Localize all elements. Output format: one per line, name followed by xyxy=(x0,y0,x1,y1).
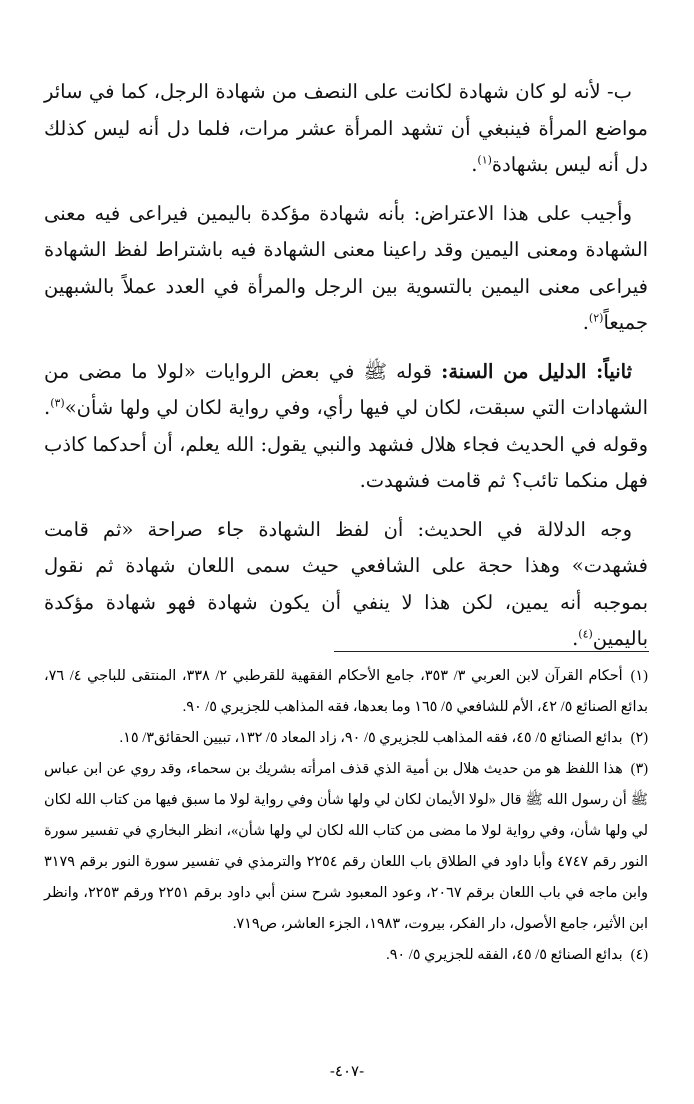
footnote-separator xyxy=(334,651,649,652)
footnote-text: بدائع الصنائع ٥/ ٤٥، الفقه للجزيري ٥/ ٩٠. xyxy=(386,947,623,963)
paragraph-3-continuation: وقوله في الحديث فجاء هلال فشهد والنبي يقول: الله يعلم، أن أحدكما كاذب فهل منكما تائب؟ ثم قامت فشهدت. xyxy=(44,432,648,492)
footnote-1 xyxy=(44,661,648,723)
footnote-number: (٢) xyxy=(630,730,648,746)
paragraph-4-end: . xyxy=(572,627,579,650)
footnote-3 xyxy=(44,754,648,940)
section-heading-sunnah: ثانياً: الدليل من السنة: xyxy=(441,359,633,383)
footnote-number: (٣) xyxy=(630,761,648,777)
paragraph-1-text: ب- لأنه لو كان شهادة لكانت على النصف من شهادة الرجل، كما في سائر مواضع المرأة فينبغي أن تشهد المرأة عشر مرات، فلما دل أنه ليس كذلك دل أنه ليس بشهادة xyxy=(44,80,648,176)
paragraph-1 xyxy=(44,74,648,184)
footnote-text: بدائع الصنائع ٥/ ٤٥، فقه المذاهب للجزيري ٥/ ٩٠، زاد المعاد ٥/ ١٣٢، تبيين الحقائق٣/ ١٥. xyxy=(119,730,623,746)
paragraph-3-text: قوله ﷺ في بعض الروايات «لولا ما مضى من الشهادات التي سبقت، لكان لي فيها رأي، وفي رواية لكان لي ولها شأن» xyxy=(44,359,648,419)
paragraph-4-text: وجه الدلالة في الحديث: أن لفظ الشهادة جاء صراحة «ثم قامت فشهدت» وهذا حجة على الشافعي حيث سمى اللعان شهادة ثم نقول بموجبه أنه يمين، لكن هذا لا ينفي أن يكون شهادة فهو شهادة مؤكدة باليمين xyxy=(44,517,648,650)
footnote-number: (٤) xyxy=(630,947,648,963)
page-number: -٤٠٧- xyxy=(329,1062,365,1080)
footnote-ref-1[interactable]: (١) xyxy=(477,153,492,167)
footnotes xyxy=(44,661,648,971)
paragraph-2-end: . xyxy=(582,311,589,334)
paragraph-3 xyxy=(44,354,648,500)
paragraph-1-end: . xyxy=(471,153,478,176)
footnote-ref-3[interactable]: (٣) xyxy=(50,396,65,410)
footnote-text: هذا اللفظ هو من حديث هلال بن أمية الذي قذف امرأته بشريك بن سحماء، وقد روي عن ابن عباس ﷺ أن رسول الله ﷺ قال «لولا الأيمان لكان لي ولها شأن وفي رواية لولا ما سبق فيها من كتاب الله لكان لي ولها شأن، وفي رواية لولا ما مضى من كتاب الله لكان لي ولها شأن»، انظر البخاري في تفسير سورة النور رقم ٤٧٤٧ وأبا داود في الطلاق باب اللعان رقم ٢٢٥٤ والترمذي في تفسير سورة النور برقم ٣١٧٩ وابن ماجه في باب اللعان برقم ٢٠٦٧، وعود المعبود شرح سنن أبي داود برقم ٢٢٥١ ورقم ٢٢٥٣، وانظر ابن الأثير، جامع الأصول، دار الفكر، بيروت، ١٩٨٣، الجزء العاشر، ص٧١٩. xyxy=(44,761,648,932)
paragraph-4 xyxy=(44,512,648,658)
footnote-number: (١) xyxy=(630,668,648,684)
footnote-text: أحكام القرآن لابن العربي ٣/ ٣٥٣، جامع الأحكام الفقهية للقرطبي ٢/ ٣٣٨، المنتقى للباجي ٤/ ٧٦، بدائع الصنائع ٥/ ٤٢، الأم للشافعي ٥/ ١٦٥ وما بعدها، فقه المذاهب للجزيري ٥/ ٩٠. xyxy=(44,668,648,715)
paragraph-3-end: . xyxy=(44,396,51,419)
footnote-ref-4[interactable]: (٤) xyxy=(578,627,593,641)
footnote-4 xyxy=(44,940,648,971)
paragraph-2 xyxy=(44,196,648,342)
footnote-2 xyxy=(44,723,648,754)
paragraph-2-text: وأجيب على هذا الاعتراض: بأنه شهادة مؤكدة باليمين فيراعى فيه معنى الشهادة ومعنى اليمين وقد راعينا معنى الشهادة فيه باشتراط لفظ الشهادة فيراعى معنى اليمين بالتسوية بين الرجل والمرأة في العدد عملاً بالشبهين جميعاً xyxy=(44,201,648,334)
footnote-ref-2[interactable]: (٢) xyxy=(588,311,604,325)
